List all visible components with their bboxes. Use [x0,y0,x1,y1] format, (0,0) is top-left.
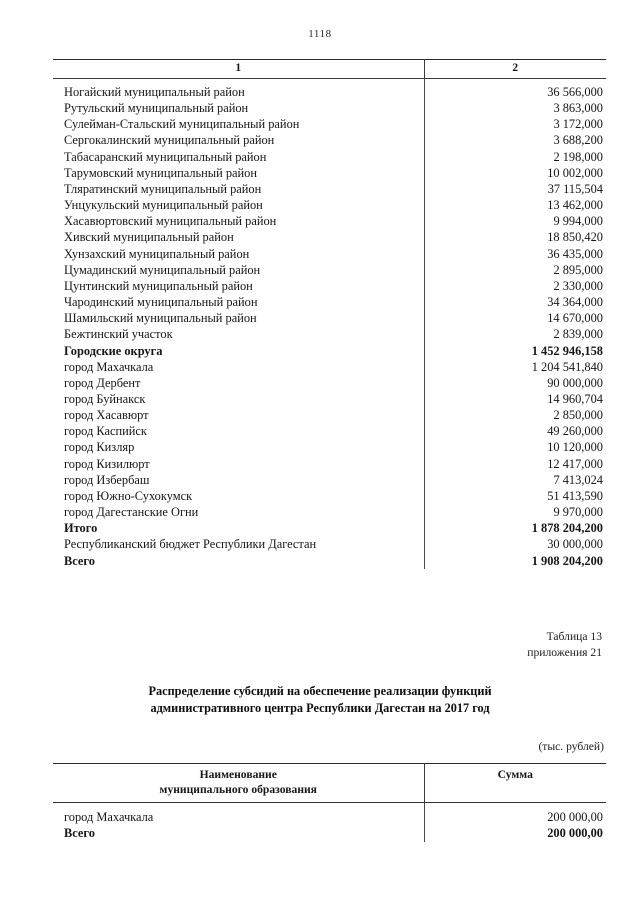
column-header-2: 2 [424,60,606,79]
row-value: 90 000,000 [547,375,603,390]
row-name: Табасаранский муниципальный район [53,149,424,165]
row-value: 10 002,000 [547,165,603,180]
row-name: Бежтинский участок [53,326,424,342]
column-header-name-line-1: Наименование [199,768,277,781]
row-value: 200 000,00 [547,810,603,825]
row-value: 13 462,000 [547,198,603,213]
row-name: город Кизляр [53,439,424,455]
table-one [53,59,606,569]
table-row [53,79,606,101]
table-reference-block [0,629,602,660]
table-row [53,181,606,197]
row-value: 3 172,000 [553,117,603,132]
row-name: город Избербаш [53,472,424,488]
table-reference-number: Таблица 13 [546,630,602,643]
row-name: Итого [53,520,424,536]
row-value: 1 452 946,158 [531,343,603,358]
section-title [70,683,570,716]
row-value: 9 994,000 [553,214,603,229]
row-value: 2 850,000 [553,408,603,423]
table-row [53,407,606,423]
table-two-header-row [53,764,606,803]
row-name: город Кизилюрт [53,456,424,472]
table-row [53,439,606,455]
row-value: 1 908 204,200 [531,553,603,568]
row-value: 7 413,024 [553,472,603,487]
row-name: Унцукульский муниципальный район [53,197,424,213]
column-header-sum: Сумма [424,764,606,803]
table-one-header-row [53,60,606,79]
table-row [53,278,606,294]
row-value: 37 115,504 [547,181,603,196]
table-row [53,456,606,472]
units-note: (тыс. рублей) [538,740,604,753]
row-name: Рутульский муниципальный район [53,100,424,116]
row-value: 9 970,000 [553,505,603,520]
row-name: Городские округа [53,343,424,359]
row-value: 18 850,420 [547,230,603,245]
section-title-line-1: Распределение субсидий на обеспечение реализации функций [148,684,492,698]
table-row [53,391,606,407]
row-value: 10 120,000 [547,440,603,455]
admin-center-subsidies-table [53,763,606,842]
row-name: Цумадинский муниципальный район [53,262,424,278]
row-name: Тляратинский муниципальный район [53,181,424,197]
table-row [53,229,606,245]
row-name: город Хасавюрт [53,407,424,423]
row-name: Шамильский муниципальный район [53,310,424,326]
column-header-1: 1 [53,60,424,79]
row-value: 36 566,000 [547,85,603,99]
table-row [53,803,606,826]
subsidies-distribution-table [53,59,606,569]
table-row [53,132,606,148]
row-value: 3 863,000 [553,101,603,116]
column-header-name [53,764,424,803]
row-name: город Буйнакск [53,391,424,407]
row-name: Цунтинский муниципальный район [53,278,424,294]
table-row [53,504,606,520]
row-value: 2 839,000 [553,327,603,342]
row-value: 49 260,000 [547,424,603,439]
row-name: город Махачкала [53,803,424,826]
row-name: город Махачкала [53,359,424,375]
table-row [53,359,606,375]
row-name: город Дербент [53,375,424,391]
row-value: 12 417,000 [547,456,603,471]
column-header-name-line-2: муниципального образования [159,782,317,796]
row-name: Ногайский муниципальный район [53,79,424,101]
row-name: Тарумовский муниципальный район [53,165,424,181]
table-row [53,165,606,181]
row-name: Всего [53,825,424,841]
row-name: Сулейман-Стальский муниципальный район [53,116,424,132]
row-name: город Южно-Сухокумск [53,488,424,504]
table-row [53,149,606,165]
row-value: 14 670,000 [547,311,603,326]
row-name: Хасавюртовский муниципальный район [53,213,424,229]
row-value: 2 330,000 [553,278,603,293]
table-two [53,763,606,842]
row-value: 51 413,590 [547,488,603,503]
table-row [53,423,606,439]
row-value: 200 000,00 [547,826,603,841]
table-row [53,310,606,326]
row-name: город Каспийск [53,423,424,439]
row-value: 1 204 541,840 [531,359,603,374]
table-reference-appendix: приложения 21 [527,645,602,659]
row-value: 3 688,200 [553,133,603,148]
table-row [53,375,606,391]
table-row [53,116,606,132]
table-row [53,520,606,536]
table-row [53,343,606,359]
row-value: 14 960,704 [547,391,603,406]
section-title-line-2: административного центра Республики Дагестан на 2017 год [150,700,490,715]
table-row [53,294,606,310]
table-row [53,553,606,569]
row-name: Всего [53,553,424,569]
row-value: 2 895,000 [553,262,603,277]
table-row [53,488,606,504]
row-name: Чародинский муниципальный район [53,294,424,310]
row-value: 1 878 204,200 [531,521,603,536]
table-row [53,213,606,229]
table-row [53,825,606,841]
row-value: 2 198,000 [553,149,603,164]
row-name: город Дагестанские Огни [53,504,424,520]
table-row [53,262,606,278]
table-row [53,326,606,342]
row-name: Республиканский бюджет Республики Дагестан [53,536,424,552]
table-row [53,536,606,552]
row-name: Хунзахский муниципальный район [53,246,424,262]
table-row [53,246,606,262]
row-name: Хивский муниципальный район [53,229,424,245]
row-name: Сергокалинский муниципальный район [53,132,424,148]
page-number: 1118 [308,28,332,40]
row-value: 36 435,000 [547,246,603,261]
table-row [53,197,606,213]
table-row [53,100,606,116]
table-row [53,472,606,488]
row-value: 34 364,000 [547,295,603,310]
row-value: 30 000,000 [547,537,603,552]
